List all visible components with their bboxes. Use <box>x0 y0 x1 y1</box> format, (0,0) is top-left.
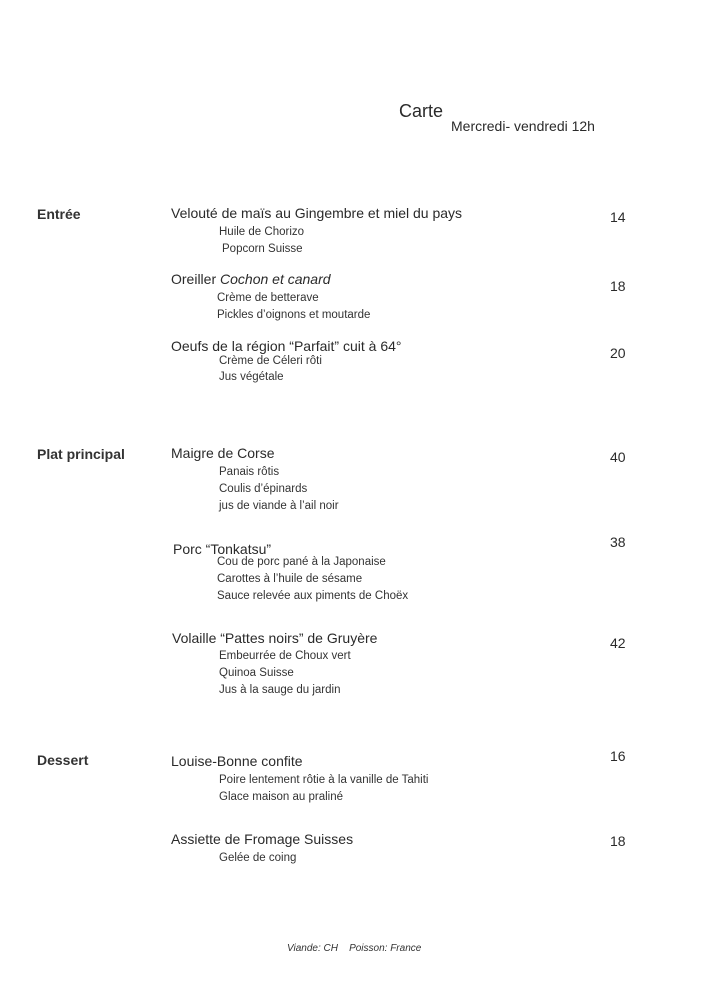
dish-oreiller-name-prefix: Oreiller <box>171 271 221 287</box>
dish-porc-price: 38 <box>610 534 626 550</box>
section-dessert: Dessert <box>37 752 89 768</box>
dish-fromage-price: 18 <box>610 833 626 849</box>
dish-veloute-side: Huile de Chorizo <box>219 226 305 238</box>
dish-veloute-name: Velouté de maïs au Gingembre et miel du pays <box>171 205 463 221</box>
origin-note: Viande: CH Poisson: France <box>287 943 422 954</box>
dish-volaille-name: Volaille “Pattes noirs” de Gruyère <box>172 630 378 646</box>
dish-oreiller-side: Crème de betterave <box>217 292 319 304</box>
dish-oeufs-side: Jus végétale <box>219 371 284 383</box>
dish-porc-side: Sauce relevée aux piments de Choëx <box>217 590 409 602</box>
dish-oreiller-name <box>171 271 331 287</box>
dish-volaille-side: Jus à la sauge du jardin <box>219 684 341 696</box>
page-title: Carte <box>399 101 444 121</box>
dish-louise-name: Louise-Bonne confite <box>171 753 303 769</box>
dish-maigre-side: jus de viande à l’ail noir <box>219 500 339 512</box>
dish-maigre-price: 40 <box>610 449 626 465</box>
service-times: Mercredi- vendredi 12h <box>451 118 595 134</box>
dish-maigre-side: Coulis d’épinards <box>219 483 308 495</box>
dish-louise-side: Poire lentement rôtie à la vanille de Tahiti <box>219 774 429 786</box>
dish-veloute-price: 14 <box>610 209 626 225</box>
dish-fromage-name: Assiette de Fromage Suisses <box>171 831 354 847</box>
dish-volaille-side: Quinoa Suisse <box>219 667 294 679</box>
dish-volaille-price: 42 <box>610 635 626 651</box>
dish-oreiller-side: Pickles d’oignons et moutarde <box>217 309 371 321</box>
dish-porc-side: Cou de porc pané à la Japonaise <box>217 556 386 568</box>
dish-maigre-side: Panais rôtis <box>219 466 280 478</box>
dish-oeufs-price: 20 <box>610 345 626 361</box>
section-entree: Entrée <box>37 206 81 222</box>
dish-maigre-name: Maigre de Corse <box>171 445 275 461</box>
dish-porc-side: Carottes à l’huile de sésame <box>217 573 363 585</box>
dish-volaille-side: Embeurrée de Choux vert <box>219 650 351 662</box>
dish-oreiller-name-italic: Cochon et canard <box>220 271 331 287</box>
dish-oeufs-side: Crème de Céleri rôti <box>219 355 322 367</box>
dish-oreiller-price: 18 <box>610 278 626 294</box>
dish-oeufs-name: Oeufs de la région “Parfait” cuit à 64° <box>171 338 402 354</box>
dish-veloute-side: Popcorn Suisse <box>222 243 303 255</box>
dish-porc-name: Porc “Tonkatsu” <box>173 541 272 557</box>
section-plat-principal: Plat principal <box>37 446 125 462</box>
dish-fromage-side: Gelée de coing <box>219 852 297 864</box>
dish-louise-price: 16 <box>610 748 626 764</box>
dish-louise-side: Glace maison au praliné <box>219 791 344 803</box>
